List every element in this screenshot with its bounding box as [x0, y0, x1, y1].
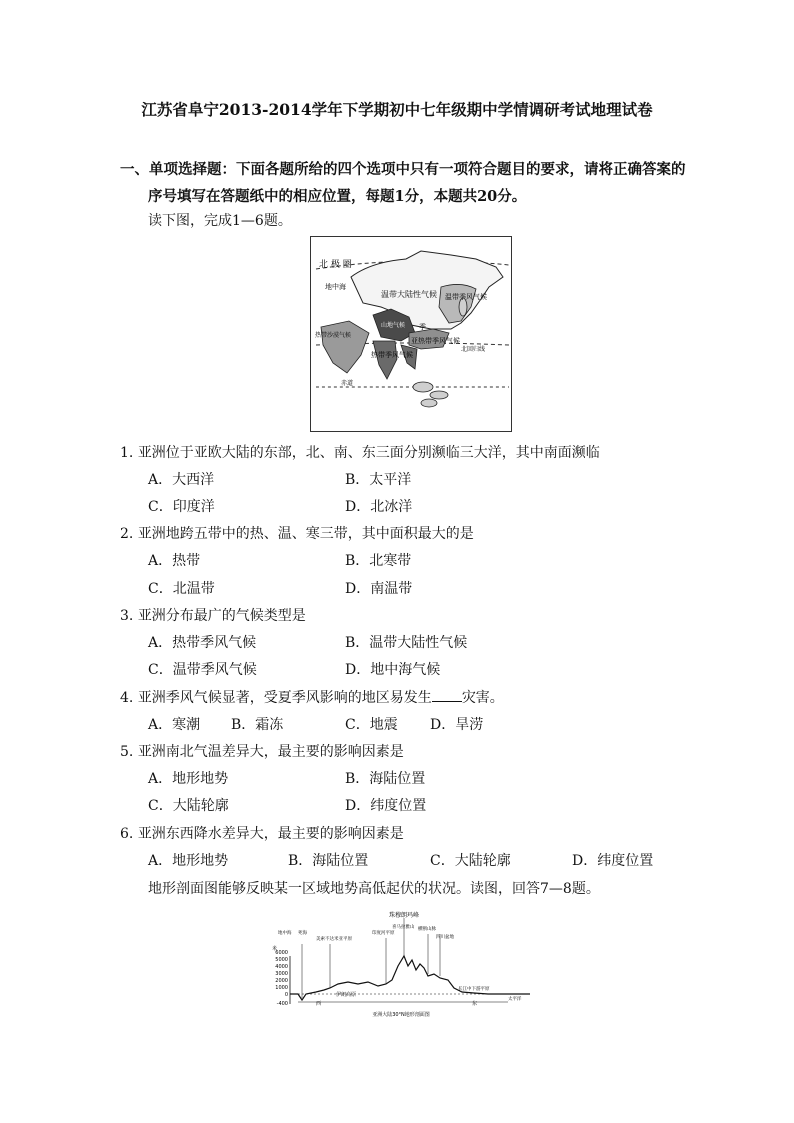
arctic-circle-label: 北 极 圈 — [319, 260, 352, 270]
y-tick-4000: 4000 — [275, 964, 288, 970]
label-indus: 印度河平原 — [372, 931, 395, 936]
q6-option-a[interactable]: A．地形地势 — [148, 853, 229, 869]
terrain-profile-line — [290, 956, 530, 1000]
q1-option-b[interactable]: B．太平洋 — [345, 472, 412, 488]
island-1 — [413, 382, 433, 392]
question-5-number: 5. — [120, 744, 134, 760]
mediterranean-label: 地中海 — [325, 283, 346, 291]
label-dead-sea: 死海 — [298, 931, 307, 936]
profile-intro: 地形剖面图能够反映某一区域地势高低起伏的状况。读图，回答7—8题。 — [148, 881, 600, 897]
y-tick-2000: 2000 — [275, 978, 288, 984]
label-yangtze: 长江中下游平原 — [458, 987, 490, 992]
q3-option-a[interactable]: A．热带季风气候 — [148, 635, 257, 651]
tropic-label: 北回归线 — [461, 346, 486, 353]
q2-option-d[interactable]: D．南温带 — [345, 581, 413, 597]
question-5-stem: 亚洲南北气温差异大，最主要的影响因素是 — [137, 744, 404, 760]
y-tick-5000: 5000 — [275, 957, 288, 963]
question-4-stem-b: 灾害。 — [461, 690, 504, 706]
question-4 — [120, 687, 504, 707]
terrain-profile-figure — [268, 910, 534, 1022]
question-1-number: 1. — [120, 445, 134, 461]
label-hengduan: 横断山脉 — [418, 927, 436, 932]
q5-option-b[interactable]: B．海陆位置 — [345, 771, 426, 787]
india-landmass — [373, 341, 397, 379]
q4-option-a[interactable]: A．寒潮 — [148, 717, 201, 733]
profile-caption: 亚洲大陆30°N地形剖面图 — [372, 1012, 430, 1018]
label-iran-plateau: 伊朗高原 — [336, 992, 357, 998]
question-6-number: 6. — [120, 826, 134, 842]
q4-option-c[interactable]: C．地震 — [345, 717, 398, 733]
question-2 — [120, 523, 474, 543]
temperate-continental-label: 温带大陆性气候 — [381, 290, 437, 299]
tropical-monsoon-label: 热带季风气候 — [371, 351, 413, 359]
question-3-number: 3. — [120, 608, 134, 624]
question-1 — [120, 442, 600, 462]
terrain-profile-svg — [268, 910, 534, 1022]
west-label: 西 — [316, 1001, 322, 1007]
y-tick-0: 0 — [284, 992, 288, 998]
asia-climate-map-svg — [311, 237, 511, 431]
q6-option-d[interactable]: D．纬度位置 — [572, 853, 654, 869]
label-mediterranean: 地中海 — [278, 931, 292, 936]
q1-option-d[interactable]: D．北冰洋 — [345, 499, 413, 515]
label-sichuan: 四川盆地 — [436, 935, 454, 940]
question-6 — [120, 823, 404, 843]
q4-option-d[interactable]: D．旱涝 — [430, 717, 484, 733]
q1-option-c[interactable]: C．印度洋 — [148, 499, 215, 515]
season-label: 季 — [419, 323, 426, 331]
tropical-desert-zone — [321, 321, 369, 373]
island-2 — [430, 391, 448, 399]
q2-option-b[interactable]: B．北寒带 — [345, 553, 412, 569]
y-unit: 米 — [272, 946, 278, 952]
y-tick-3000: 3000 — [275, 971, 288, 977]
q3-option-d[interactable]: D．地中海气候 — [345, 662, 441, 678]
q6-option-b[interactable]: B．海陆位置 — [288, 853, 369, 869]
q4-option-b[interactable]: B．霜冻 — [231, 717, 284, 733]
label-himalaya: 喜马拉雅山 — [392, 925, 415, 930]
label-mesopotamia: 美索不达米亚平原 — [316, 937, 352, 942]
q5-option-a[interactable]: A．地形地势 — [148, 771, 229, 787]
q2-option-c[interactable]: C．北温带 — [148, 581, 215, 597]
section-heading-line1: 一、单项选择题：下面各题所给的四个选项中只有一项符合题目的要求，请将正确答案的 — [120, 161, 686, 178]
highland-label: 山地气候 — [381, 322, 406, 329]
island-3 — [421, 399, 437, 407]
q5-option-c[interactable]: C．大陆轮廓 — [148, 798, 229, 814]
q3-option-b[interactable]: B．温带大陆性气候 — [345, 635, 468, 651]
asia-climate-map — [310, 236, 512, 432]
question-1-stem: 亚洲位于亚欧大陆的东部，北、南、东三面分别濒临三大洋，其中南面濒临 — [137, 445, 600, 461]
q3-option-c[interactable]: C．温带季风气候 — [148, 662, 257, 678]
map-instruction: 读下图，完成1—6题。 — [148, 213, 292, 229]
label-pacific: 太平洋 — [508, 997, 522, 1002]
question-3 — [120, 605, 306, 625]
east-label: 东 — [472, 1001, 478, 1007]
q1-option-a[interactable]: A．大西洋 — [148, 472, 215, 488]
q2-option-a[interactable]: A．热带 — [148, 553, 201, 569]
question-2-number: 2. — [120, 526, 134, 542]
question-4-number: 4. — [120, 690, 134, 706]
equator-label: 赤道 — [341, 380, 354, 387]
q5-option-d[interactable]: D．纬度位置 — [345, 798, 427, 814]
section-heading-line2: 序号填写在答题纸中的相应位置，每题1分，本题共20分。 — [148, 188, 527, 205]
question-3-stem: 亚洲分布最广的气候类型是 — [137, 608, 306, 624]
everest-label: 珠穆朗玛峰 — [388, 912, 420, 919]
y-tick-minus400: -400 — [276, 1001, 288, 1007]
subtropical-monsoon-label: 亚热带季风气候 — [411, 337, 460, 345]
question-4-stem-a: 亚洲季风气候显著，受夏季风影响的地区易发生 — [137, 690, 432, 706]
q6-option-c[interactable]: C．大陆轮廓 — [430, 853, 511, 869]
question-6-stem: 亚洲东西降水差异大，最主要的影响因素是 — [137, 826, 404, 842]
answer-blank — [432, 689, 462, 702]
y-tick-6000: 6000 — [275, 950, 288, 956]
y-tick-1000: 1000 — [275, 985, 288, 991]
page-title: 江苏省阜宁2013-2014学年下学期初中七年级期中学情调研考试地理试卷 — [141, 100, 653, 119]
question-2-stem: 亚洲地跨五带中的热、温、寒三带，其中面积最大的是 — [137, 526, 474, 542]
temperate-monsoon-label: 温带季风气候 — [445, 293, 487, 301]
question-5 — [120, 741, 404, 761]
tropical-desert-label: 热带沙漠气候 — [315, 332, 352, 339]
